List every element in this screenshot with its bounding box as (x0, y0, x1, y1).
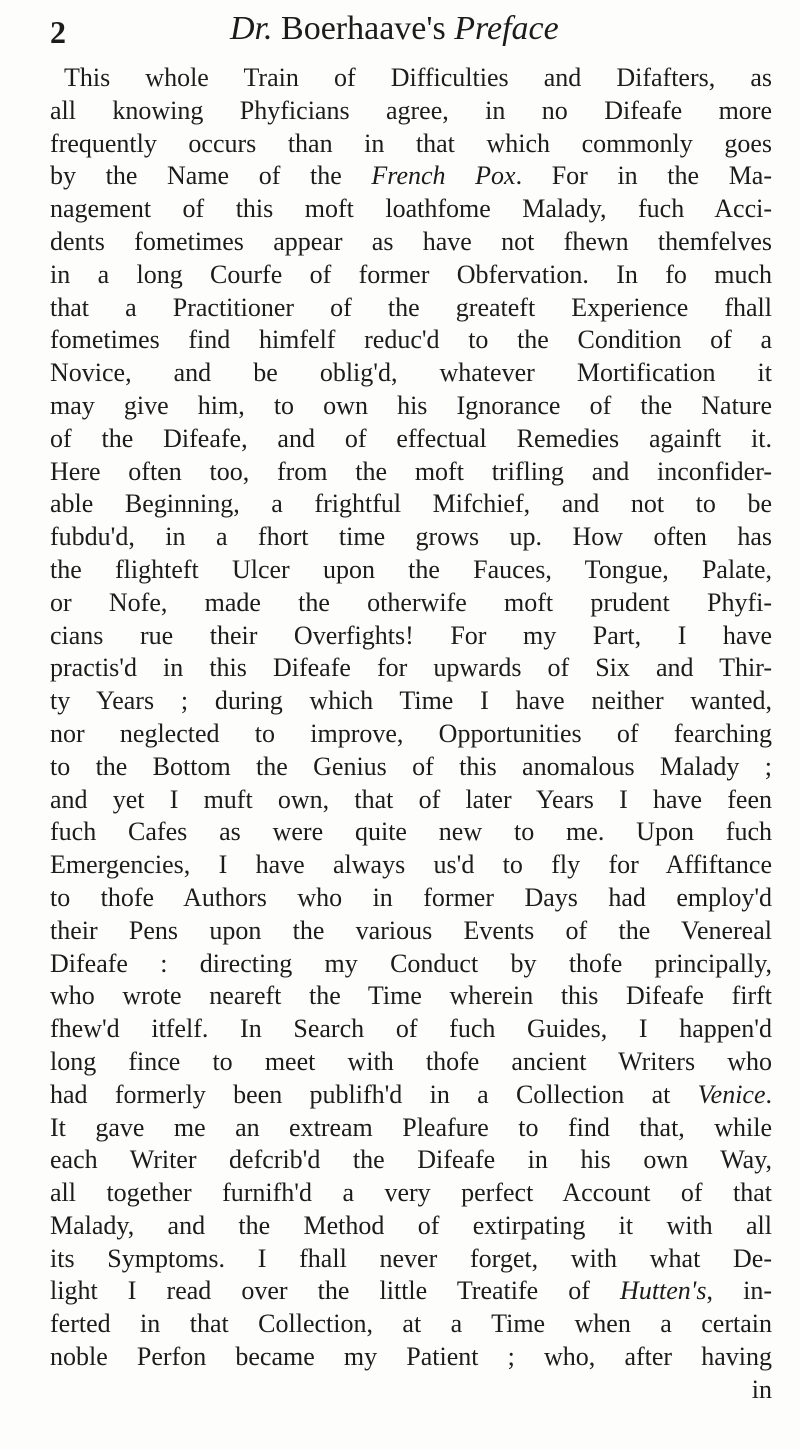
text-line: its Symptoms. I fhall never forget, with what De- (50, 1243, 772, 1273)
text-line: of the Difeafe, and of effectual Remedies againft it. (50, 423, 772, 453)
text-line: ty Years ; during which Time I have neither wanted, (50, 686, 772, 716)
text-line: ferted in that Collection, at a Time when a certain (50, 1309, 772, 1339)
header-word: Preface (454, 10, 559, 47)
text-line: who wrote neareft the Time wherein this Difeafe firft (50, 981, 772, 1011)
text-line: to thofe Authors who in former Days had employ'd (50, 882, 772, 912)
text-line: and yet I muft own, that of later Years I have feen (50, 784, 772, 814)
text-line: noble Perfon became my Patient ; who, after having (50, 1342, 772, 1372)
text-line: the flighteft Ulcer upon the Fauces, Tongue, Palate, (50, 554, 772, 584)
running-head (30, 6, 770, 56)
text-line: their Pens upon the various Events of the Venereal (50, 915, 772, 945)
body-text (50, 62, 772, 1407)
text-line: Novice, and be oblig'd, whatever Mortification it (50, 358, 772, 388)
italic-phrase: French Pox (371, 161, 516, 191)
header-name: Boerhaave's (272, 10, 455, 47)
text-line: fuch Cafes as were quite new to me. Upon fuch (50, 817, 772, 847)
text-line: Malady, and the Method of extirpating it with all (50, 1210, 772, 1240)
text-line: may give him, to own his Ignorance of the Nature (50, 390, 772, 420)
text-line: able Beginning, a frightful Mifchief, and not to be (50, 489, 772, 519)
text-line: frequently occurs than in that which commonly goes (50, 128, 772, 158)
text-line: to the Bottom the Genius of this anomalous Malady ; (50, 751, 772, 781)
text-line: long fince to meet with thofe ancient Writers who (50, 1046, 772, 1076)
text-line: dents fometimes appear as have not fhewn themfelves (50, 226, 772, 256)
italic-phrase: Venice (697, 1079, 766, 1109)
text-line: fhew'd itfelf. In Search of fuch Guides, I happen'd (50, 1014, 772, 1044)
text-line: or Nofe, made the otherwife moft prudent Phyfi- (50, 587, 772, 617)
page-number: 2 (50, 14, 66, 50)
text-line: had formerly been publifh'd in a Collection at Venice. (50, 1079, 772, 1109)
text-line: all knowing Phyficians agree, in no Difeafe more (50, 95, 772, 125)
text-line: nor neglected to improve, Opportunities of fearching (50, 718, 772, 748)
header-author: Dr. (230, 10, 273, 47)
text-line: It gave me an extream Pleafure to find that, while (50, 1112, 772, 1142)
text-line: This whole Train of Difficulties and Difafters, as (64, 63, 772, 92)
text-line: fometimes find himfelf reduc'd to the Condition of a (50, 325, 772, 355)
text-line: that a Practitioner of the greateft Experience fhall (50, 292, 772, 322)
italic-phrase: Hutten's (620, 1276, 707, 1306)
text-line: all together furnifh'd a very perfect Account of that (50, 1178, 772, 1208)
text-line: Difeafe : directing my Conduct by thofe principally, (50, 948, 772, 978)
catchword: in (751, 1374, 772, 1404)
text-line: by the Name of the French Pox. For in the Ma- (50, 161, 772, 191)
text-line: light I read over the little Treatife of Hutten's, in- (50, 1276, 772, 1306)
text-line: in a long Courfe of former Obfervation. In fo much (50, 259, 772, 289)
text-line: each Writer defcrib'd the Difeafe in his own Way, (50, 1145, 772, 1175)
header-title (230, 10, 559, 48)
text-line: fubdu'd, in a fhort time grows up. How often has (50, 522, 772, 552)
text-line: nagement of this moft loathfome Malady, fuch Acci- (50, 194, 772, 224)
text-line: Emergencies, I have always us'd to fly for Affiftance (50, 850, 772, 880)
text-line: Here often too, from the moft trifling and inconfider- (50, 456, 772, 486)
text-line: cians rue their Overfights! For my Part, I have (50, 620, 772, 650)
text-line: practis'd in this Difeafe for upwards of Six and Thir- (50, 653, 772, 683)
